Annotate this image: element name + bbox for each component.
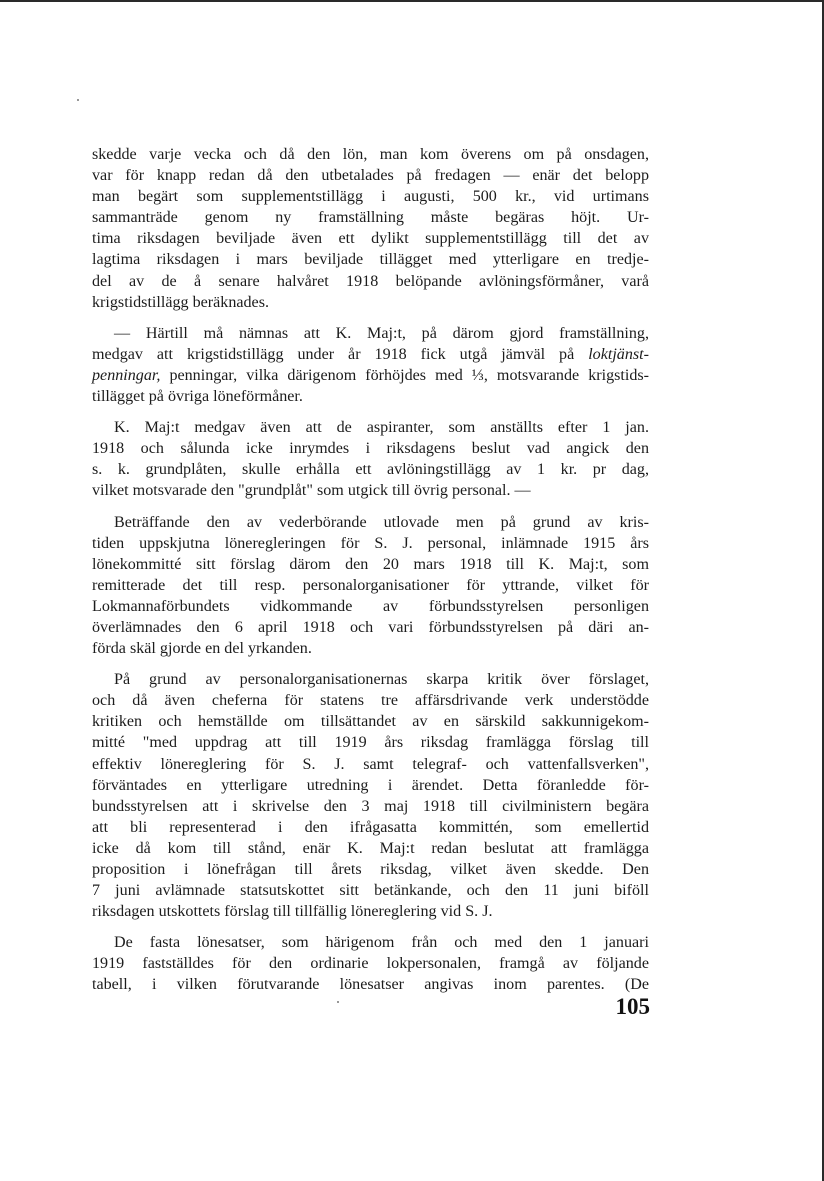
text-line: del av de å senare halvåret 1918 belöpande avlöningsförmåner, varå xyxy=(92,272,649,290)
text-line: man begärt som supplementstillägg i augusti, 500 kr., vid urtimans xyxy=(92,188,649,206)
scan-edge-top xyxy=(0,0,824,2)
text-line: överlämnades den 6 april 1918 och vari förbundsstyrelsen på däri an- xyxy=(92,618,649,636)
paragraph-1 xyxy=(92,144,649,313)
italic-term: loktjänst- xyxy=(588,345,649,363)
text-line: K. Maj:t medgav även att de aspiranter, som anställts efter 1 jan. xyxy=(114,419,649,437)
text-line: bundsstyrelsen att i skrivelse den 3 maj 1918 till civilministern begära xyxy=(92,797,649,815)
text-line: remitterade det till resp. personalorganisationer för yttrande, vilket för xyxy=(92,576,649,594)
scan-speck xyxy=(337,1001,339,1003)
text-line: icke då kom till stånd, enär K. Maj:t redan beslutat att framlägga xyxy=(92,839,649,857)
paragraph-2 xyxy=(92,323,649,407)
text-line: förda skäl gjorde en del yrkanden. xyxy=(92,640,312,658)
text-line: riksdagen utskottets förslag till tillfällig lönereglering vid S. J. xyxy=(92,903,493,921)
text-line: krigstidstillägg beräknades. xyxy=(92,293,269,311)
text-line: 1919 fastställdes för den ordinarie lokpersonalen, framgå av följande xyxy=(92,955,649,973)
text-line: att bli representerad i den ifrågasatta kommittén, som emellertid xyxy=(92,818,649,836)
text-line: proposition i lönefrågan till årets riksdag, vilket även skedde. Den xyxy=(92,861,649,878)
text-line: var för knapp redan då den utbetalades på fredagen — enär det belopp xyxy=(92,167,649,185)
scan-speck xyxy=(77,99,79,101)
text-line: 1918 och sålunda icke inrymdes i riksdagens beslut vad angick den xyxy=(92,440,649,458)
text-line: och då även cheferna för statens tre affärsdrivande verk understödde xyxy=(92,692,649,710)
text-line: s. k. grundplåten, skulle erhålla ett avlöningstillägg av 1 kr. pr dag, xyxy=(92,461,649,479)
text-line: skedde varje vecka och då den lön, man kom överens om på onsdagen, xyxy=(92,146,649,163)
text-line: lagtima riksdagen i mars beviljade tillägget med ytterligare en tredje- xyxy=(92,251,649,269)
text-line: På grund av personalorganisationernas skarpa kritik över förslaget, xyxy=(114,671,649,689)
text-line: 7 juni avlämnade statsutskottet sitt betänkande, och den 11 juni biföll xyxy=(92,882,649,900)
paragraph-6 xyxy=(92,932,649,995)
italic-term: penningar, xyxy=(92,366,161,384)
text-line: Beträffande den av vederbörande utlovade men på grund av kris- xyxy=(114,513,649,531)
text-line: förväntades en ytterligare utredning i ärendet. Detta föranledde för- xyxy=(92,776,649,794)
page-number: 105 xyxy=(615,994,650,1019)
text-line: effektiv lönereglering för S. J. samt telegraf- och vattenfallsverken", xyxy=(92,755,649,773)
page-body-text xyxy=(92,144,649,996)
text-line: tiden uppskjutna löneregleringen för S. J. personal, inlämnade 1915 års xyxy=(92,534,649,552)
text-line: lönekommitté sitt förslag därom den 20 mars 1918 till K. Maj:t, som xyxy=(92,555,649,573)
text-line: De fasta lönesatser, som härigenom från och med den 1 januari xyxy=(114,934,649,952)
text-line: tima riksdagen beviljade även ett dylikt supplementstillägg till det av xyxy=(92,230,649,248)
text-line: kritiken och hemställde om tillsättandet av en särskild sakkunnigekom- xyxy=(92,713,649,731)
text-fragment: medgav att krigstidstillägg under år 1918 fick utgå jämväl på xyxy=(92,345,589,363)
text-line: Lokmannaförbundets vidkommande av förbundsstyrelsen personligen xyxy=(92,597,649,615)
paragraph-4 xyxy=(92,512,649,660)
text-line: — Härtill må nämnas att K. Maj:t, på därom gjord framställning, xyxy=(114,324,649,342)
text-line: tillägget på övriga löneförmåner. xyxy=(92,388,303,406)
text-line: tabell, i vilken förutvarande lönesatser angivas inom parentes. (De xyxy=(92,976,649,994)
text-line: vilket motsvarade den "grundplåt" som utgick till övrig personal. — xyxy=(92,482,531,500)
paragraph-5 xyxy=(92,669,649,922)
text-line xyxy=(92,344,649,365)
text-line: mitté "med uppdrag att till 1919 års riksdag framlägga förslag till xyxy=(92,734,649,752)
text-line: sammanträde genom ny framställning måste begäras höjt. Ur- xyxy=(92,209,649,227)
text-fragment: penningar, vilka därigenom förhöjdes med ⅓, motsvarande krigstids- xyxy=(169,366,649,384)
paragraph-3 xyxy=(92,417,649,501)
text-line xyxy=(92,365,649,386)
